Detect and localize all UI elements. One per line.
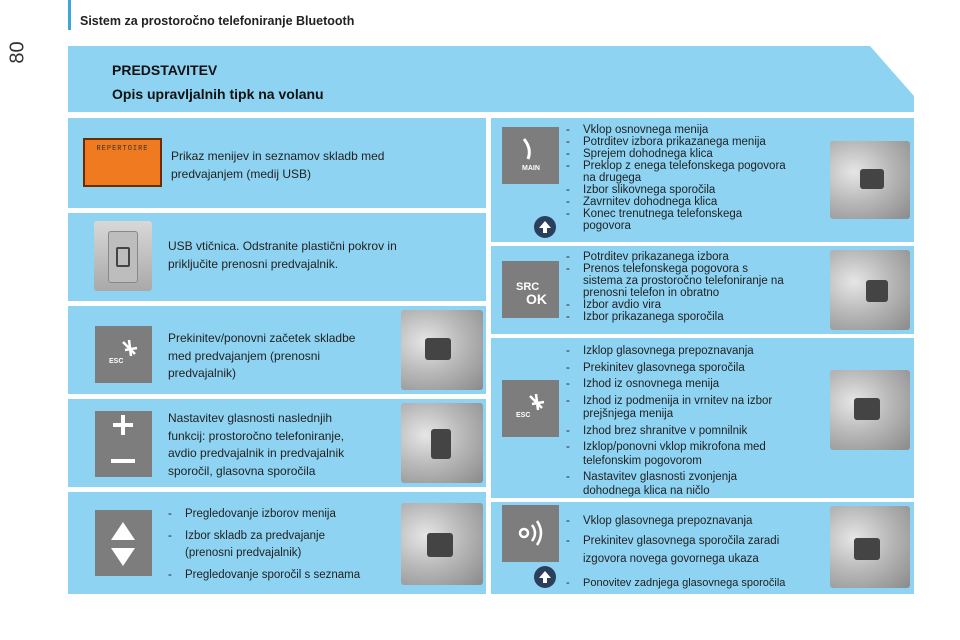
arrow-up-icon (111, 522, 135, 540)
voice-list (566, 514, 785, 590)
list-item: - Izbor slikovnega sporočila (566, 184, 786, 196)
steering-photo-main (830, 141, 910, 219)
arrow-down-icon (111, 548, 135, 566)
ok-label: OK (526, 291, 547, 307)
list-item-continuation: prenosni telefon in obratno (583, 287, 720, 299)
list-item-continuation: (prenosni predvajalnik) (185, 547, 302, 559)
esc-button-icon (95, 326, 152, 383)
list-item: - Vklop glasovnega prepoznavanja (566, 514, 785, 528)
steering-photo-src-ok (830, 250, 910, 330)
list-item-continuation: telefonskim pogovorom (583, 454, 702, 467)
esc-label: ESC (109, 358, 124, 365)
list-item: - Prenos telefonskega pogovora s (566, 263, 784, 275)
list-item: - Nastavitev glasnosti zvonjenja (566, 471, 772, 485)
main-list (566, 124, 786, 232)
src-ok-button-icon (502, 261, 559, 318)
panel-esc-text: Prekinitev/ponovni začetek skladbe med predvajanjem (prenosni predvajalnik) (168, 331, 356, 380)
volume-button-icon (95, 411, 152, 477)
list-item: - Izbor prikazanega sporočila (566, 311, 784, 323)
page-number: 80 (6, 40, 29, 64)
list-item-continuation: pogovora (583, 220, 631, 232)
header-rule (68, 0, 71, 30)
list-item: - Izbor skladb za predvajanje (168, 530, 360, 542)
src-label: SRC (516, 281, 540, 293)
steering-photo-esc (401, 310, 483, 390)
scroll-list (168, 508, 360, 581)
list-item: - Izhod iz osnovnega menija (566, 378, 772, 392)
esc-label-right: ESC (516, 412, 531, 419)
panel-usb-text: USB vtičnica. Odstranite plastični pokrov in priključite prenosni predvajalnik. (168, 239, 397, 271)
list-item: - Sprejem dohodnega klica (566, 148, 786, 160)
list-item: - Vklop osnovnega menija (566, 124, 786, 136)
scroll-button-icon (95, 510, 152, 576)
list-item: - Potrditev prikazanega izbora (566, 251, 784, 263)
main-label: MAIN (522, 165, 540, 172)
list-item-continuation: na drugega (583, 172, 642, 184)
banner-subtitle: Opis upravljalnih tipk na volanu (112, 86, 324, 102)
list-item-continuation: sistema za prostoročno telefoniranje na (583, 275, 784, 287)
list-item: - Izbor avdio vira (566, 299, 784, 311)
usb-icon (116, 247, 130, 267)
steering-photo-voice (830, 506, 910, 588)
steering-photo-scroll (401, 503, 483, 585)
list-item: - Zavrnitev dohodnega klica (566, 196, 786, 208)
src-ok-list (566, 251, 784, 323)
esc-list (566, 345, 772, 498)
list-item: - Ponovitev zadnjega glasovnega sporočila (566, 576, 785, 590)
panel-volume-text: Nastavitev glasnosti naslednjih funkcij: prostoročno telefoniranje, avdio predvajalnik in predvajalnik sporočil, glasovna sporočila (168, 411, 345, 478)
list-item: - Pregledovanje izborov menija (168, 508, 360, 520)
main-button-icon (502, 127, 559, 184)
list-item: - Izklop/ponovni vklop mikrofona med (566, 441, 772, 455)
list-item: - Izhod iz podmenija in vrnitev na izbor (566, 395, 772, 409)
usb-socket-photo (94, 221, 152, 291)
voice-button-icon (502, 505, 559, 562)
list-item-continuation: dohodnega klica na ničlo (583, 484, 710, 497)
next-page-arrow-icon (534, 216, 556, 238)
voice-recognition-icon (520, 529, 528, 537)
list-item: - Prekinitev glasovnega sporočila (566, 362, 772, 376)
banner-title: PREDSTAVITEV (112, 62, 218, 78)
list-item-continuation: izgovora novega govornega ukaza (583, 553, 759, 565)
list-item: - Potrditev izbora prikazanega menija (566, 136, 786, 148)
panel-repertoire-text: Prikaz menijev in seznamov skladb med predvajanjem (medij USB) (171, 149, 385, 181)
list-item: - Izklop glasovnega prepoznavanja (566, 345, 772, 359)
minus-icon (111, 459, 135, 463)
list-item: - Pregledovanje sporočil s seznama (168, 569, 360, 581)
repertoire-display: REPERTOIRE (83, 138, 162, 187)
esc-button-icon-right (502, 380, 559, 437)
phone-icon (524, 139, 529, 159)
section-header: Sistem za prostoročno telefoniranje Bluetooth (80, 14, 355, 28)
list-item: - Prekinitev glasovnega sporočila zaradi (566, 534, 785, 548)
banner (68, 46, 914, 112)
steering-photo-volume (401, 403, 483, 483)
list-item: - Preklop z enega telefonskega pogovora (566, 160, 786, 172)
steering-photo-esc-right (830, 370, 910, 450)
next-page-arrow-icon-2 (534, 566, 556, 588)
list-item: - Konec trenutnega telefonskega (566, 208, 786, 220)
list-item-continuation: prejšnjega menija (583, 408, 674, 420)
list-item: - Izhod brez shranitve v pomnilnik (566, 425, 772, 439)
